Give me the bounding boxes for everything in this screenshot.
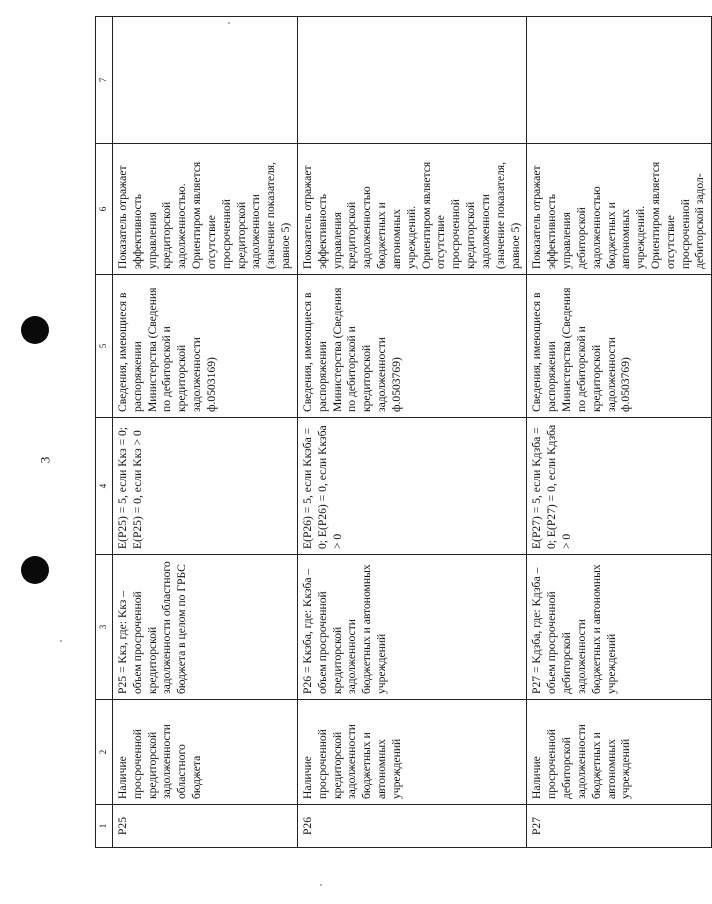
page-number: 3 — [37, 456, 53, 464]
indicator-source: Сведения, имеющиеся в распоряжении Министерства (Сведения по дебиторской и кредиторской задолженности ф.0503769) — [297, 275, 526, 418]
indicator-comment: Показатель отражает эффективность управления кредиторской задолженностью бюджетных и автономных учреждений. Ориентиром является отсутствие просроченной кредиторской задолженности (значение показателя, равное 5) — [297, 144, 526, 275]
scan-speck — [60, 640, 62, 642]
indicator-col7 — [527, 17, 712, 144]
header-col-3: 3 — [96, 555, 113, 700]
indicator-code: P27 — [527, 805, 712, 848]
header-col-5: 5 — [96, 275, 113, 418]
header-col-1: 1 — [96, 805, 113, 848]
indicator-col7 — [113, 17, 298, 144]
indicator-code: P25 — [113, 805, 298, 848]
header-col-2: 2 — [96, 700, 113, 805]
indicator-col7 — [297, 17, 526, 144]
indicator-formula: P25 = Kкз, где: Kкз – объем просроченной кредиторской задолженности областного бюджета в целом по ГРБС — [113, 555, 298, 700]
indicator-formula: P26 = Kкзба, где: Kкзба – объем просроченной кредиторской задолженности бюджетных и автономных учреждений — [297, 555, 526, 700]
table-row — [297, 17, 526, 848]
table-row — [113, 17, 298, 848]
indicator-comment: Показатель отражает эффективность управления кредиторской задолженностью. Ориентиром является отсутствие просроченной кредиторской задолженности (значение показателя, равное 5) — [113, 144, 298, 275]
indicator-name: Наличие просроченной кредиторской задолженности бюджетных и автономных учреждений — [297, 700, 526, 805]
punch-hole-top — [21, 316, 49, 344]
header-col-4: 4 — [96, 418, 113, 555]
indicator-name: Наличие просроченной дебиторской задолженности бюджетных и автономных учреждений — [527, 700, 712, 805]
header-col-7: 7 — [96, 17, 113, 144]
scan-speck — [320, 884, 322, 886]
indicator-evaluation: E(P27) = 5, если Kдзба = 0; E(P27) = 0, если Kдзба > 0 — [527, 418, 712, 555]
punch-hole-bottom — [21, 556, 49, 584]
indicator-formula: P27 = Kдзба, где: Kдзба – объем просроченной дебиторской задолженности бюджетных и автономных учреждений — [527, 555, 712, 700]
rotated-table-container — [95, 38, 707, 848]
indicator-source: Сведения, имеющиеся в распоряжении Министерства (Сведения по дебиторской и кредиторской задолженности ф.0503169) — [113, 275, 298, 418]
indicator-code: P26 — [297, 805, 526, 848]
indicator-source: Сведения, имеющиеся в распоряжении Министерства (Сведения по дебиторской и кредиторской задолженности ф.0503769) — [527, 275, 712, 418]
indicators-table — [95, 16, 712, 848]
header-col-6: 6 — [96, 144, 113, 275]
indicator-evaluation: E(P25) = 5, если Kкз = 0; E(P25) = 0, если Kкз > 0 — [113, 418, 298, 555]
table-header-row — [96, 17, 113, 848]
indicator-comment: Показатель отражает эффективность управления дебиторской задолженностью бюджетных и автономных учреждений. Ориентиром является отсутствие просроченной дебиторской задол- — [527, 144, 712, 275]
table-row — [527, 17, 712, 848]
indicator-evaluation: E(P26) = 5, если Kкзба = 0; E(P26) = 0, если Kкзба > 0 — [297, 418, 526, 555]
indicator-name: Наличие просроченной кредиторской задолженности областного бюджета — [113, 700, 298, 805]
